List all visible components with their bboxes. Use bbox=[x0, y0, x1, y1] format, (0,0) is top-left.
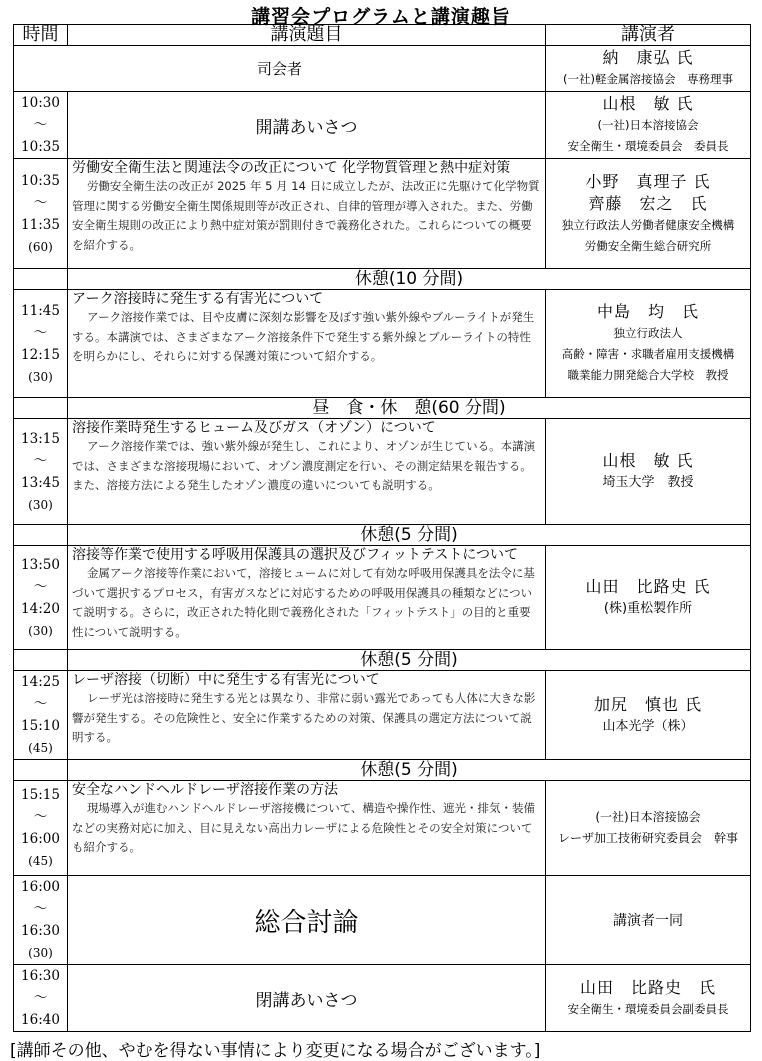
opening-speaker bbox=[546, 92, 751, 159]
footnote: [講師その他、やむを得ない事情により変更になる場合がございます。] bbox=[10, 1041, 541, 1061]
lecture-topic bbox=[68, 781, 546, 876]
start-time: 14:25 bbox=[21, 674, 60, 690]
moderator-speaker bbox=[546, 46, 751, 92]
speaker-affiliation: 高齢・障害・求職者雇用支援機構 bbox=[561, 347, 735, 361]
duration: (45) bbox=[28, 854, 53, 868]
lunch-label: 昼 食・休 憩(60 分間) bbox=[68, 398, 751, 419]
duration: (30) bbox=[28, 369, 53, 384]
closing-row bbox=[14, 965, 751, 1032]
time-cell bbox=[14, 965, 68, 1032]
end-time: 13:45 bbox=[21, 474, 60, 491]
speaker-name: 山根 敏 氏 bbox=[602, 94, 694, 113]
break-label: 休憩(10 分間) bbox=[68, 269, 751, 290]
closing-title: 閉講あいさつ bbox=[68, 965, 546, 1032]
end-time: 16:00 bbox=[21, 831, 60, 847]
lecture-speaker bbox=[546, 159, 751, 269]
speaker-affiliation: (株)重松製作所 bbox=[603, 601, 693, 616]
lecture-topic bbox=[68, 546, 546, 650]
break-label: 休憩(5 分間) bbox=[68, 760, 751, 781]
speaker-affiliation: 独立行政法人労働者健康安全機構 bbox=[561, 217, 735, 232]
lecture-title: 安全なハンドヘルドレーザ溶接作業の方法 bbox=[72, 782, 338, 798]
time-cell bbox=[14, 876, 68, 965]
speaker-affiliation: 埼玉大学 教授 bbox=[602, 475, 694, 490]
speaker-name: 小野 真理子 氏 bbox=[585, 171, 711, 191]
opening-title: 開講あいさつ bbox=[68, 92, 546, 159]
lecture-speaker bbox=[546, 546, 751, 650]
header-time: 時間 bbox=[14, 25, 68, 46]
speaker-affiliation: 労働安全衛生総合研究所 bbox=[584, 238, 712, 253]
time-separator: ～ bbox=[33, 990, 48, 1006]
closing-speaker bbox=[546, 965, 751, 1032]
break-row bbox=[14, 650, 751, 671]
start-time: 13:50 bbox=[21, 556, 60, 573]
start-time: 15:15 bbox=[21, 787, 60, 803]
moderator-row bbox=[14, 46, 751, 92]
lecture-row-4 bbox=[14, 546, 751, 650]
lecture-topic bbox=[68, 159, 546, 269]
end-time: 10:35 bbox=[21, 139, 60, 155]
speaker-name: 納 康弘 氏 bbox=[602, 48, 694, 67]
discussion-row bbox=[14, 876, 751, 965]
lecture-summary: アーク溶接作業では、目や皮膚に深刻な影響を及ぼす強い紫外線やブルーライトが発生する。本講演では、さまざまなアーク溶接条件下で発生する紫外線とブルーライトの特性を明らかにし、それらに対する保護対策について紹介する。 bbox=[72, 310, 535, 363]
lecture-row-6 bbox=[14, 781, 751, 876]
duration: (30) bbox=[28, 497, 53, 512]
start-time: 16:00 bbox=[21, 879, 60, 895]
lunch-row bbox=[14, 398, 751, 419]
start-time: 10:30 bbox=[21, 95, 60, 111]
end-time: 16:40 bbox=[21, 1012, 60, 1028]
lecture-topic bbox=[68, 290, 546, 398]
start-time: 10:35 bbox=[21, 172, 60, 189]
time-cell bbox=[14, 92, 68, 159]
speaker-affiliation: 山本光学（株） bbox=[602, 718, 694, 734]
break-row bbox=[14, 760, 751, 781]
header-topic: 講演題目 bbox=[68, 25, 546, 46]
lecture-title: 溶接等作業で使用する呼吸用保護具の選択及びフィットテストについて bbox=[72, 547, 519, 563]
lecture-summary: アーク溶接作業では、強い紫外線が発生し、これにより、オゾンが生じている。本講演では、さまざまな溶接現場において、オゾン濃度測定を行い、その測定結果を報告する。また、溶接方法による発生したオゾン濃度の違いについても説明する。 bbox=[72, 439, 536, 492]
speaker-affiliation: 安全衛生・環境委員会 委員長 bbox=[567, 139, 729, 153]
speaker-affiliation: (一社)日本溶接協会 bbox=[595, 810, 701, 824]
lecture-row-1 bbox=[14, 159, 751, 269]
time-cell bbox=[14, 781, 68, 876]
moderator-label: 司会者 bbox=[14, 46, 546, 92]
time-cell bbox=[14, 546, 68, 650]
speaker-name: 中島 均 氏 bbox=[596, 302, 699, 321]
lecture-title: 溶接作業時発生するヒューム及びガス（オゾン）について bbox=[72, 420, 436, 436]
lecture-summary: 労働安全衛生法の改正が 2025 年 5 月 14 日に成立したが、法改正に先駆けて化学物質管理に関する労働安全衛生関係規則等が改正され、自律的管理が導入された。また、労働安全衛生規則の改正により熱中症対策が罰則付きで義務化された。これらについての概要を紹介する。 bbox=[72, 179, 540, 252]
lecture-speaker bbox=[546, 290, 751, 398]
end-time: 15:10 bbox=[21, 718, 60, 734]
break-label: 休憩(5 分間) bbox=[68, 525, 751, 546]
lecture-speaker bbox=[546, 781, 751, 876]
lecture-speaker bbox=[546, 671, 751, 760]
start-time: 16:30 bbox=[21, 968, 60, 984]
speaker-affiliation: レーザ加工技術研究委員会 幹事 bbox=[557, 831, 738, 845]
end-time: 14:20 bbox=[21, 600, 60, 617]
lecture-summary: 金属アーク溶接等作業において，溶接ヒュームに対して有効な呼吸用保護具を法令に基づいて選択するプロセス，有害ガスなどに対応するための呼吸用保護具の種類などについて説明する。さらに，改正された特化則で義務化された「フィットテスト」の目的と重要性について説明する。 bbox=[72, 566, 535, 639]
lecture-row-2 bbox=[14, 290, 751, 398]
break-row bbox=[14, 269, 751, 290]
lecture-topic bbox=[68, 419, 546, 525]
speaker-affiliation: (一社)軽金属溶接協会 専務理事 bbox=[563, 72, 733, 86]
header-row bbox=[14, 25, 751, 46]
page-title: 講習会プログラムと講演趣旨 bbox=[251, 6, 511, 28]
lecture-summary: 現場導入が進むハンドヘルドレーザ溶接機について、構造や操作性、遮光・排気・装備などの実務対応に加え、目に見えない高出力レーザによる危険性とその安全対策についても紹介する。 bbox=[72, 801, 535, 854]
time-separator: ～ bbox=[33, 452, 48, 469]
speaker-affiliation: 独立行政法人 bbox=[613, 326, 683, 340]
program-table bbox=[13, 24, 751, 1032]
time-separator: ～ bbox=[33, 809, 48, 825]
time-separator: ～ bbox=[33, 194, 48, 211]
time-cell bbox=[14, 419, 68, 525]
duration: (45) bbox=[28, 741, 53, 755]
time-separator: ～ bbox=[33, 578, 48, 595]
discussion-title: 総合討論 bbox=[68, 876, 546, 965]
end-time: 11:35 bbox=[21, 216, 60, 233]
end-time: 16:30 bbox=[21, 923, 60, 939]
lecture-title: 労働安全衛生法と関連法令の改正について 化学物質管理と熱中症対策 bbox=[72, 160, 511, 176]
break-row bbox=[14, 525, 751, 546]
time-cell bbox=[14, 159, 68, 269]
start-time: 13:15 bbox=[21, 430, 60, 447]
speaker-affiliation: 職業能力開発総合大学校 教授 bbox=[567, 368, 729, 382]
speaker-name: 齊藤 宏之 氏 bbox=[588, 193, 708, 213]
break-label: 休憩(5 分間) bbox=[68, 650, 751, 671]
lecture-speaker bbox=[546, 419, 751, 525]
speaker-name: 加尻 慎也 氏 bbox=[593, 694, 703, 714]
opening-row bbox=[14, 92, 751, 159]
end-time: 12:15 bbox=[21, 346, 60, 363]
lecture-title: アーク溶接時に発生する有害光について bbox=[72, 291, 324, 307]
duration: (30) bbox=[28, 946, 53, 960]
time-cell bbox=[14, 290, 68, 398]
speaker-name: 山根 敏 氏 bbox=[602, 451, 694, 470]
time-separator: ～ bbox=[33, 324, 48, 341]
lecture-title: レーザ溶接（切断）中に発生する有害光について bbox=[72, 672, 380, 688]
speaker-name: 山田 比路史 氏 bbox=[579, 977, 716, 997]
lecture-topic bbox=[68, 671, 546, 760]
time-separator: ～ bbox=[33, 117, 48, 133]
start-time: 11:45 bbox=[21, 302, 60, 319]
discussion-speaker: 講演者一同 bbox=[546, 876, 751, 965]
lecture-row-3 bbox=[14, 419, 751, 525]
time-separator: ～ bbox=[33, 901, 48, 917]
speaker-affiliation: (一社)日本溶接協会 bbox=[597, 118, 699, 132]
speaker-affiliation: 安全衛生・環境委員会副委員長 bbox=[567, 1001, 729, 1016]
lecture-summary: レーザ光は溶接時に発生する光とは異なり、非常に弱い露光であっても人体に大きな影響が発生する。その危険性と、安全に作業するための対策、保護具の選定方法について説明する。 bbox=[72, 691, 536, 744]
speaker-name: 山田 比路史 氏 bbox=[585, 577, 711, 596]
time-separator: ～ bbox=[33, 696, 48, 712]
header-speaker: 講演者 bbox=[546, 25, 751, 46]
duration: (30) bbox=[28, 623, 53, 638]
lecture-row-5 bbox=[14, 671, 751, 760]
duration: (60) bbox=[28, 239, 53, 254]
time-cell bbox=[14, 671, 68, 760]
